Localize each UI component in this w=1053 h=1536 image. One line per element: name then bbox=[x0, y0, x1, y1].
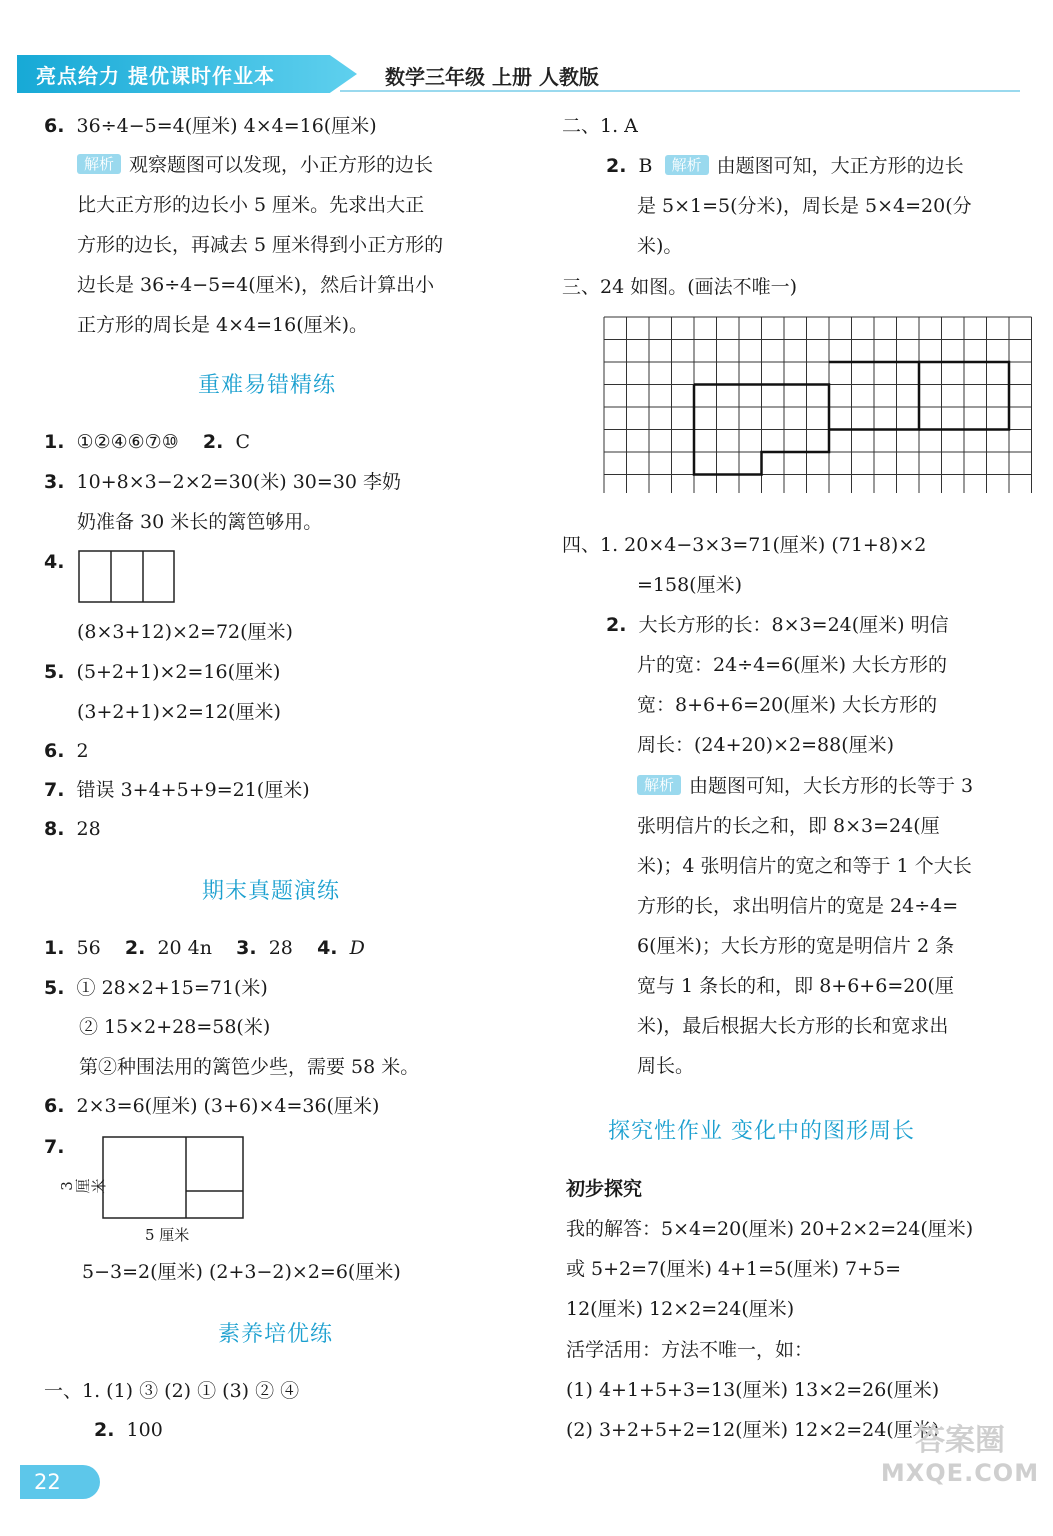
analysis-tag: 解析 bbox=[637, 775, 681, 795]
answer-line bbox=[44, 469, 401, 495]
explanation-line: 宽与 1 条长的和，即 8+6+6=20(厘 bbox=[637, 975, 954, 997]
answer-line: 片的宽：24÷4=6(厘米) 大长方形的 bbox=[637, 654, 948, 676]
answer-line bbox=[44, 659, 280, 685]
watermark-site: MXQE.COM bbox=[880, 1459, 1040, 1487]
item-number: 6. bbox=[44, 115, 65, 137]
answer-line: 宽：8+6+6=20(厘米) 大长方形的 bbox=[637, 694, 938, 716]
answer-text: 36÷4−5=4(厘米) 4×4=16(厘米) bbox=[76, 115, 377, 137]
answer-line: =158(厘米) bbox=[637, 574, 743, 596]
explanation-line: 6(厘米)；大长方形的宽是明信片 2 条 bbox=[637, 935, 955, 957]
answer-line bbox=[44, 975, 268, 1001]
answer-text: 28 bbox=[268, 937, 293, 959]
grid-drawing bbox=[603, 316, 1035, 493]
item-number: 3. bbox=[44, 471, 65, 493]
explanation-line: 米)。 bbox=[637, 235, 683, 257]
explanation-line: 边长是 36÷4−5=4(厘米)，然后计算出小 bbox=[77, 274, 435, 296]
answer-6 bbox=[44, 113, 377, 139]
answer-text: 2×3=6(厘米) (3+6)×4=36(厘米) bbox=[76, 1095, 380, 1117]
answer-line: 12(厘米) 12×2=24(厘米) bbox=[566, 1298, 795, 1320]
answer-text: 错误 3+4+5+9=21(厘米) bbox=[76, 779, 310, 801]
item-number: 6. bbox=[44, 1095, 65, 1117]
answer-text: ①②④⑥⑦⑩ bbox=[76, 431, 179, 453]
watermark bbox=[875, 1425, 1045, 1489]
answer-line bbox=[44, 1093, 379, 1119]
answer-line: (3+2+1)×2=12(厘米) bbox=[77, 701, 281, 723]
answer-line: 二、1. A bbox=[562, 115, 638, 137]
explanation-line: 正方形的周长是 4×4=16(厘米)。 bbox=[77, 314, 369, 336]
answer-line: 周长：(24+20)×2=88(厘米) bbox=[637, 734, 895, 756]
item-number: 2. bbox=[606, 155, 627, 177]
answer-line bbox=[44, 738, 89, 764]
answer-line bbox=[44, 816, 101, 842]
answer-text: 28 bbox=[76, 818, 101, 840]
item-number: 5. bbox=[44, 977, 65, 999]
explanation-line: 方形的长，求出明信片的宽是 24÷4= bbox=[637, 895, 959, 917]
answer-text: (5+2+1)×2=16(厘米) bbox=[76, 661, 281, 683]
explanation-line: 比大正方形的边长小 5 厘米。先求出大正 bbox=[77, 194, 425, 216]
answer-line bbox=[44, 429, 250, 455]
answer-line bbox=[606, 153, 964, 179]
item-number-text: 4. bbox=[44, 551, 65, 573]
answer-line: 我的解答：5×4=20(厘米) 20+2×2=24(厘米) bbox=[566, 1218, 974, 1240]
section-title: 期末真题演练 bbox=[202, 879, 341, 904]
width-label: 5 厘米 bbox=[145, 1226, 190, 1244]
item-number-text: 7. bbox=[44, 1136, 65, 1158]
answer-text: 10+8×3−2×2=30(米) 30=30 李奶 bbox=[76, 471, 402, 493]
answer-line bbox=[94, 1417, 163, 1443]
item-number: 2. bbox=[606, 614, 627, 636]
analysis-tag: 解析 bbox=[665, 155, 709, 175]
answer-text: C bbox=[235, 431, 251, 453]
answer-line bbox=[44, 935, 365, 961]
explanation-line: 方形的边长，再减去 5 厘米得到小正方形的 bbox=[77, 234, 444, 256]
answer-text: 100 bbox=[126, 1419, 163, 1441]
answer-line: 活学活用：方法不唯一，如： bbox=[566, 1339, 814, 1361]
answer-line: 四、1. 20×4−3×3=71(厘米) (71+8)×2 bbox=[562, 534, 927, 556]
section-title: 重难易错精练 bbox=[198, 373, 337, 398]
answer-line: (2) 3+2+5+2=12(厘米) 12×2=24(厘米) bbox=[566, 1419, 940, 1441]
item-number: 2. bbox=[94, 1419, 115, 1441]
answer-line: (8×3+12)×2=72(厘米) bbox=[77, 621, 293, 643]
item-number: 5. bbox=[44, 661, 65, 683]
explanation-line: 是 5×1=5(分米)，周长是 5×4=20(分 bbox=[637, 195, 972, 217]
answer-line: 或 5+2=7(厘米) 4+1=5(厘米) 7+5= bbox=[566, 1258, 901, 1280]
analysis-tag: 解析 bbox=[77, 154, 121, 174]
watermark-logo-text: 答案圈 bbox=[915, 1423, 1005, 1458]
header-rule bbox=[340, 90, 1020, 92]
explanation-line: 米)；4 张明信片的宽之和等于 1 个大长 bbox=[637, 855, 972, 877]
answer-line bbox=[44, 777, 310, 803]
answer-line: ② 15×2+28=58(米) bbox=[79, 1016, 271, 1038]
book-title: 亮点给力 提优课时作业本 bbox=[36, 64, 275, 88]
explanation-text: 由题图可知，大长方形的长等于 3 bbox=[689, 775, 974, 797]
item-number: 7. bbox=[44, 779, 65, 801]
explanation-text: 观察题图可以发现，小正方形的边长 bbox=[129, 154, 434, 176]
section-title: 探究性作业 变化中的图形周长 bbox=[608, 1119, 915, 1144]
item-number bbox=[44, 549, 64, 575]
answer-line: 一、1. (1) ③ (2) ① (3) ② ④ bbox=[44, 1380, 300, 1402]
explanation-line: 米)，最后根据大长方形的长和宽求出 bbox=[637, 1015, 949, 1037]
item-number: 2. bbox=[202, 431, 224, 453]
three-rectangles-figure bbox=[78, 550, 176, 604]
item-number: 6. bbox=[44, 740, 65, 762]
answer-line: 三、24 如图。(画法不唯一) bbox=[562, 276, 798, 298]
answer-line bbox=[606, 612, 949, 638]
explanation-text: 由题图可知，大正方形的边长 bbox=[716, 155, 964, 177]
answer-text: D bbox=[349, 937, 365, 959]
answer-line: 奶准备 30 米长的篱笆够用。 bbox=[77, 511, 323, 533]
page-number: 22 bbox=[20, 1465, 100, 1499]
explanation-line bbox=[77, 152, 433, 178]
answer-text: 56 bbox=[76, 937, 101, 959]
subsection-title: 初步探究 bbox=[566, 1178, 643, 1200]
item-number bbox=[44, 1134, 64, 1160]
item-number: 1. bbox=[44, 431, 65, 453]
answer-line: (1) 4+1+5+3=13(厘米) 13×2=26(厘米) bbox=[566, 1379, 940, 1401]
book-meta: 数学三年级 上册 人教版 bbox=[385, 65, 599, 89]
answer-text: B bbox=[638, 155, 653, 177]
explanation-line bbox=[637, 773, 973, 799]
answer-text: 20 4n bbox=[157, 937, 212, 959]
answer-text: 大长方形的长：8×3=24(厘米) 明信 bbox=[638, 614, 949, 636]
answer-text: ① 28×2+15=71(米) bbox=[76, 977, 268, 999]
height-label: 3 厘米 bbox=[58, 1178, 108, 1194]
explanation-line: 周长。 bbox=[637, 1055, 695, 1077]
item-number: 4. bbox=[317, 937, 338, 959]
section-title: 素养培优练 bbox=[218, 1322, 334, 1347]
item-number: 8. bbox=[44, 818, 65, 840]
item-number: 3. bbox=[236, 937, 257, 959]
answer-text: 2 bbox=[76, 740, 89, 762]
explanation-line: 张明信片的长之和，即 8×3=24(厘 bbox=[637, 815, 940, 837]
answer-line: 第②种围法用的篱笆少些，需要 58 米。 bbox=[79, 1056, 420, 1078]
item-number: 2. bbox=[124, 937, 146, 959]
item-number: 1. bbox=[44, 937, 65, 959]
answer-line: 5−3=2(厘米) (2+3−2)×2=6(厘米) bbox=[82, 1261, 401, 1283]
